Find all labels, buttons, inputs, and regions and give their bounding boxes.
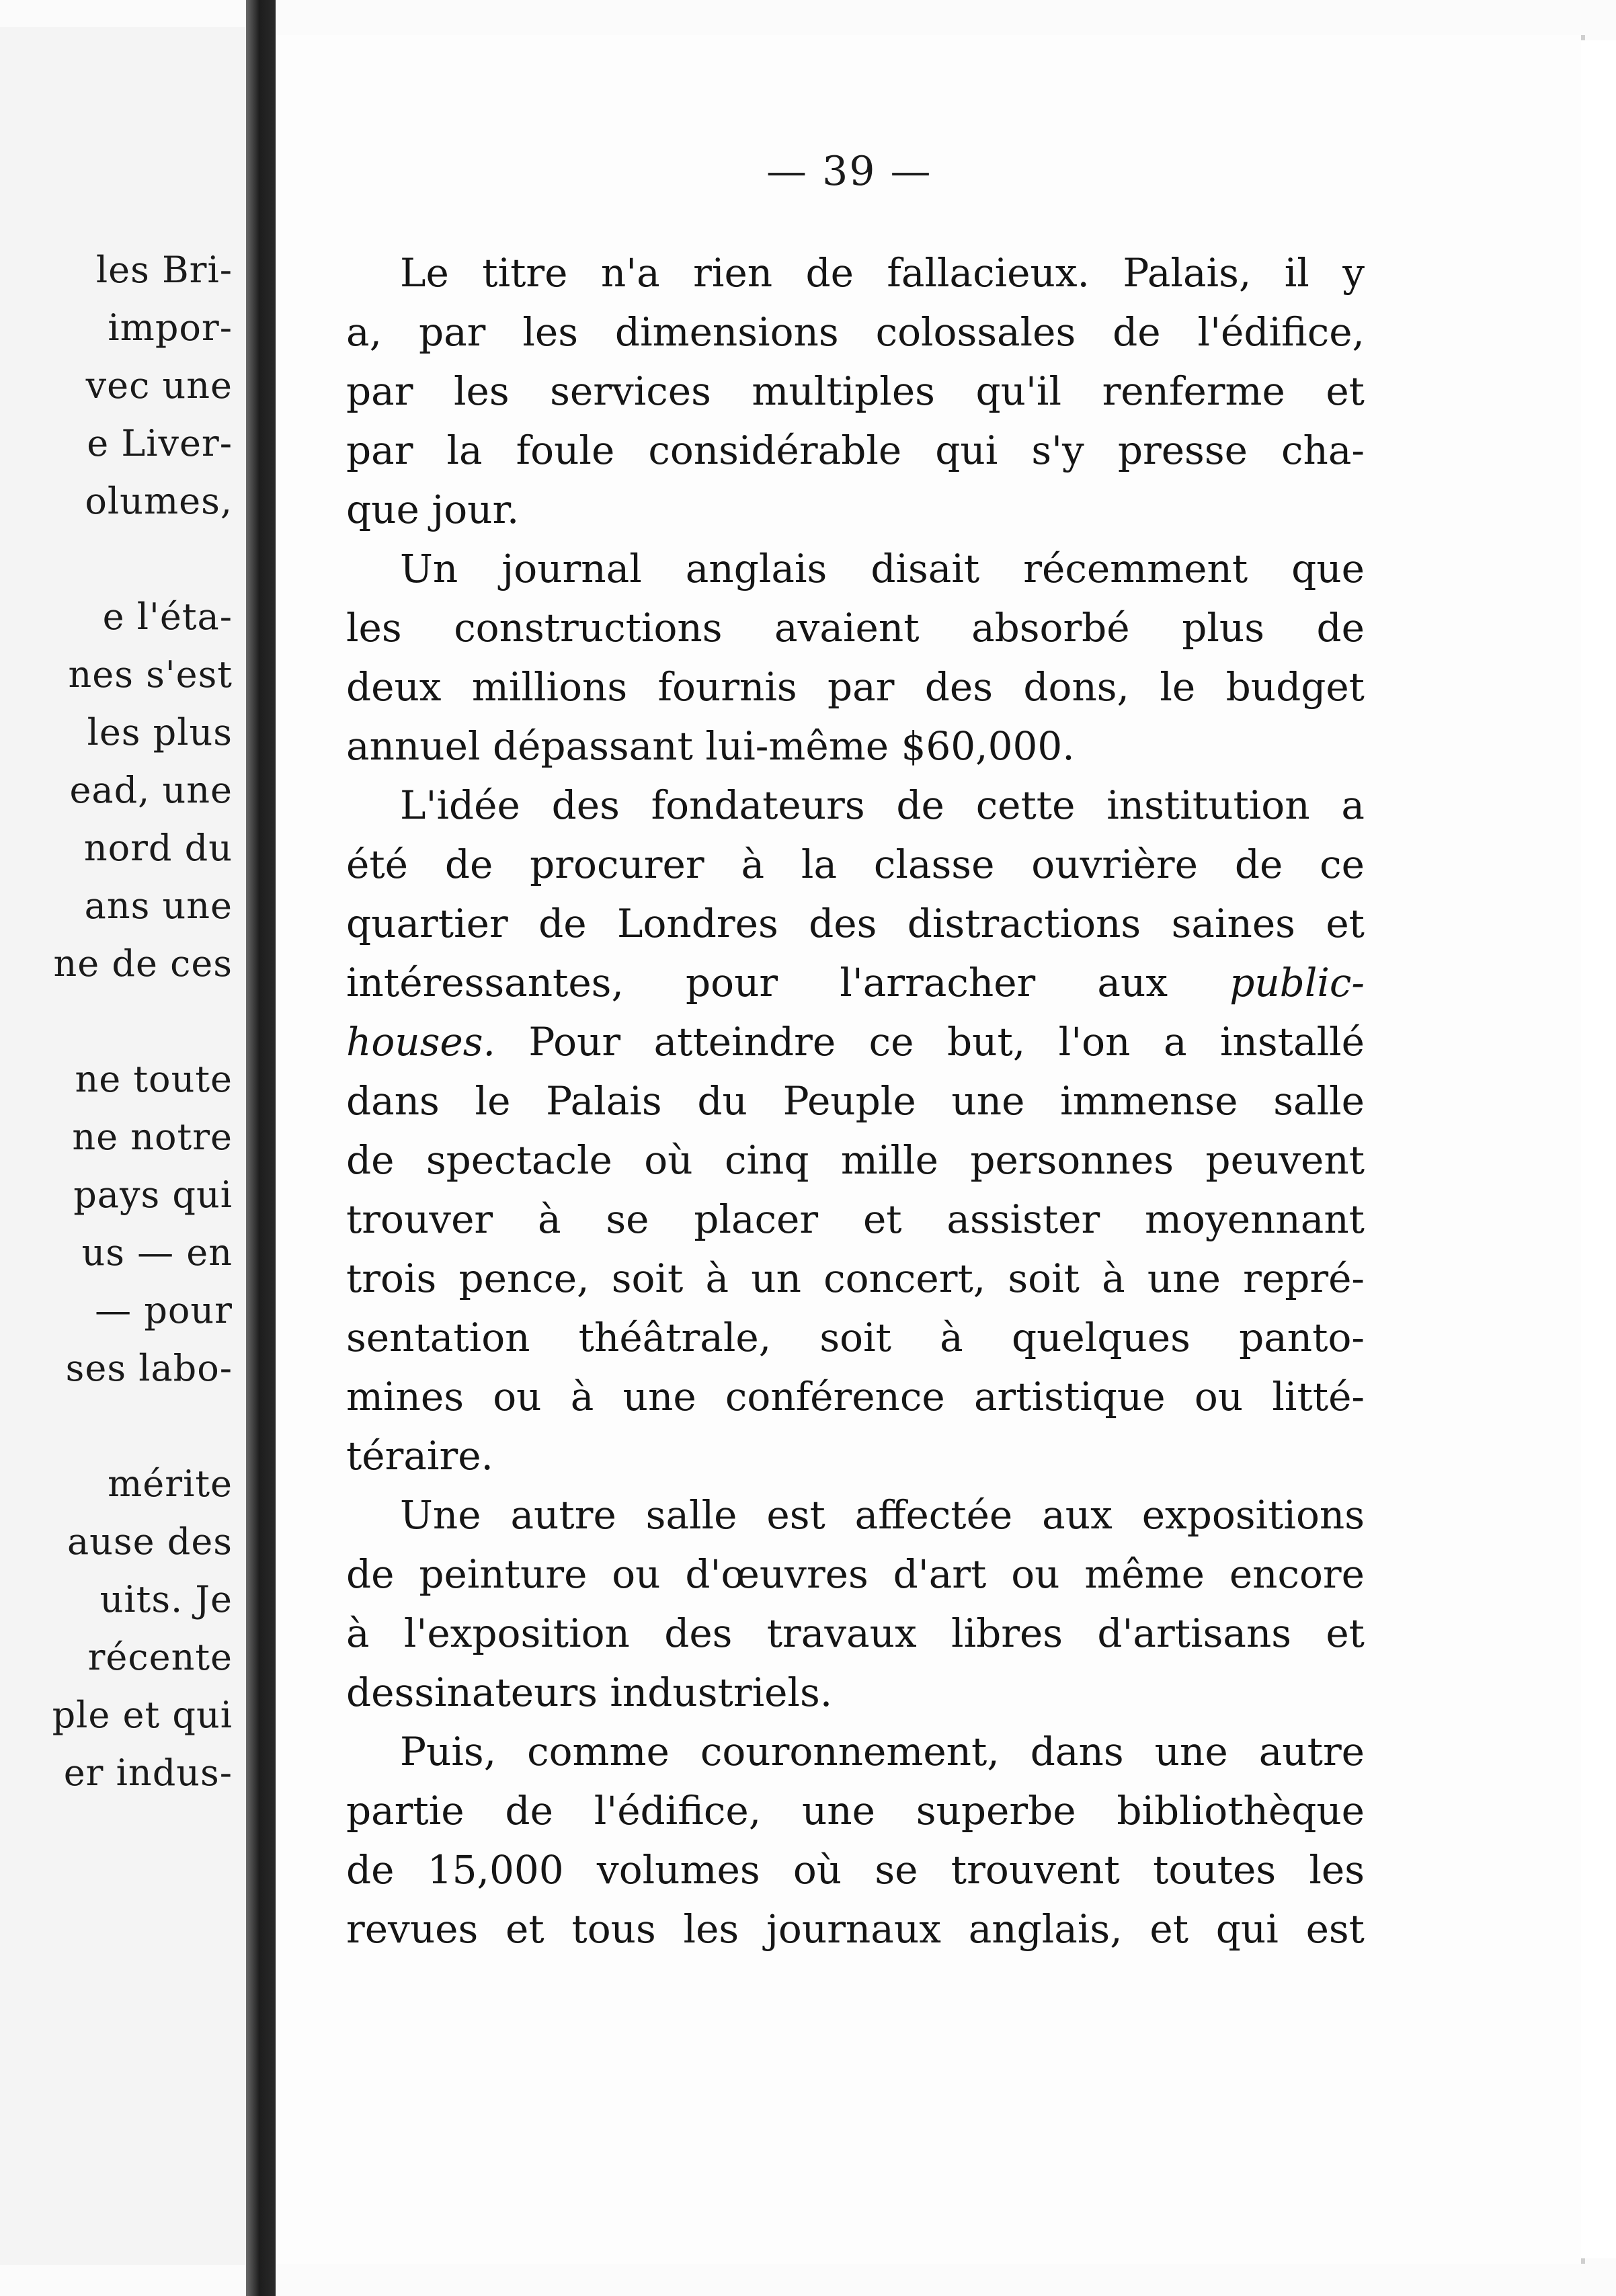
left-page-line: récente (87, 1636, 233, 1678)
page-edge (1581, 40, 1616, 2258)
body-line: quartier de Londres des distractions saines et (346, 901, 1365, 946)
body-line: trois pence, soit à un concert, soit à une repré- (346, 1256, 1365, 1301)
left-page-line: ne toute (75, 1058, 233, 1100)
body-line: L'idée des fondateurs de cette institution a (400, 782, 1365, 828)
body-line: annuel dépassant lui-même $60,000. (346, 723, 1075, 769)
left-page-line: les Bri- (95, 249, 233, 291)
body-text (346, 243, 1365, 1959)
body-line: par les services multiples qu'il renferme et (346, 368, 1365, 414)
left-page-line: vec une (85, 364, 233, 407)
body-line: houses. Pour atteindre ce but, l'on a installé (346, 1019, 1365, 1065)
left-page-line: pays qui (73, 1174, 233, 1216)
left-page-line: ne de ces (53, 942, 233, 985)
left-page-line: ead, une (69, 769, 233, 811)
body-line: de 15,000 volumes où se trouvent toutes les (346, 1847, 1365, 1893)
italic-term: houses. (346, 1019, 495, 1065)
body-line: Le titre n'a rien de fallacieux. Palais, il y (400, 250, 1365, 296)
left-page-line: e l'éta- (102, 596, 233, 638)
body-line: intéressantes, pour l'arracher aux public- (346, 960, 1365, 1006)
body-line: de spectacle où cinq mille personnes peuvent (346, 1137, 1365, 1183)
page-number: — 39 — (766, 148, 932, 195)
body-line: à l'exposition des travaux libres d'artisans et (346, 1610, 1365, 1656)
left-page-line: les plus (87, 711, 233, 753)
left-page-line: us — en (81, 1231, 233, 1274)
left-page-line: er indus- (63, 1752, 233, 1794)
body-line: mines ou à une conférence artistique ou litté- (346, 1374, 1365, 1420)
body-line: partie de l'édifice, une superbe bibliothèque (346, 1788, 1365, 1834)
body-line: dessinateurs industriels. (346, 1670, 833, 1715)
body-line: Un journal anglais disait récemment que (400, 546, 1365, 591)
body-line: dans le Palais du Peuple une immense salle (346, 1078, 1365, 1124)
left-page-line: nes s'est (68, 653, 233, 696)
body-line: téraire. (346, 1433, 493, 1479)
left-page-line: ses labo- (65, 1347, 233, 1389)
left-page-line: ans une (84, 885, 233, 927)
left-page-line: impor- (108, 306, 233, 349)
italic-term: public- (1229, 960, 1365, 1006)
body-line: a, par les dimensions colossales de l'édifice, (346, 309, 1365, 355)
body-line: été de procurer à la classe ouvrière de ce (346, 842, 1365, 887)
body-line: revues et tous les journaux anglais, et qui est (346, 1906, 1365, 1952)
left-page-line: — pour (95, 1289, 233, 1331)
body-line: Puis, comme couronnement, dans une autre (400, 1729, 1365, 1774)
left-page-line: ple et qui (52, 1694, 233, 1736)
body-line: les constructions avaient absorbé plus de (346, 605, 1365, 651)
left-page-line: olumes, (85, 480, 233, 522)
body-line: Une autre salle est affectée aux expositions (400, 1492, 1365, 1538)
body-line: que jour. (346, 487, 520, 532)
left-page-line: mérite (108, 1463, 233, 1505)
left-page-line: e Liver- (87, 422, 233, 464)
body-line: par la foule considérable qui s'y presse cha- (346, 427, 1365, 473)
book-gutter (246, 0, 276, 2296)
body-line: deux millions fournis par des dons, le budget (346, 664, 1365, 710)
body-line: trouver à se placer et assister moyennant (346, 1196, 1365, 1242)
left-page-line: ause des (67, 1520, 233, 1563)
left-page-line: nord du (83, 827, 233, 869)
body-line: sentation théâtrale, soit à quelques panto- (346, 1315, 1365, 1360)
left-page-line: ne notre (72, 1116, 233, 1158)
body-line: de peinture ou d'œuvres d'art ou même encore (346, 1551, 1365, 1597)
left-page-line: uits. Je (99, 1578, 233, 1621)
left-page (0, 27, 246, 2265)
